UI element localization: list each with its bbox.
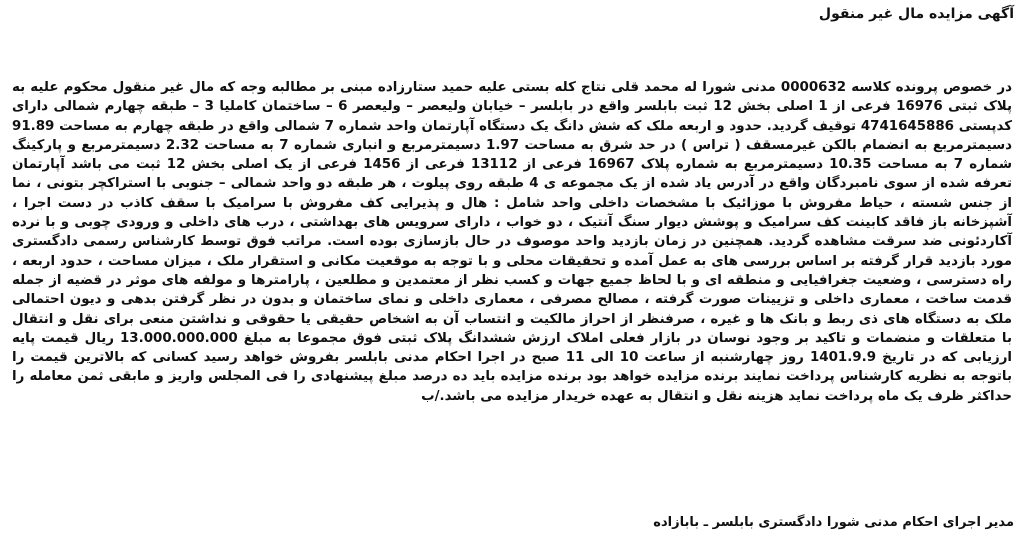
notice-title: آگهی مزایده مال غیر منقول <box>818 6 1014 22</box>
notice-signature: مدیر اجرای احکام مدنی شورا دادگستری بابلسر ـ بابازاده <box>653 515 1014 530</box>
notice-body: در خصوص پرونده کلاسه 0000632 مدنی شورا له محمد قلی نتاج کله بستی علیه حمید ستارزاده مبنی بر مطالبه وجه که مال غیر منقول محکوم علیه به پلاک ثبتی 16976 فرعی از 1 اصلی بخش 12 ثبت بابلسر واقع در بابلسر – خیابان ولیعصر – ولیعصر 6 – ساختمان کاملیا 3 – طبقه چهارم شمالی دارای کدپستی 4741645886 توقیف گردید. حدود و اربعه ملک که شش دانگ یک دستگاه آپارتمان واحد شماره 7 شمالی واقع در طبقه چهارم به مساحت 91.89 دسیمترمربع به انضمام بالکن غیرمسقف ( تراس ) در حد شرق به مساحت 1.97 دسیمترمربع و انباری شماره 7 به مساحت 2.32 دسیمترمربع و پارکینگ شماره 7 به مساحت 10.35 دسیمترمربع به شماره پلاک 16967 فرعی از 13112 فرعی از 1456 فرعی از یک اصلی بخش 12 ثبت می باشد آپارتمان تعرفه شده از سوی نامبردگان واقع در آدرس یاد شده از یک مجموعه ی 4 طبقه روی پیلوت ، هر طبقه دو واحد شمالی – جنوبی با استراکچر بتونی ، نما از جنس شسته ، حیاط مفروش با موزائیک با مشخصات داخلی واحد شامل : هال و پذیرایی کف مفروش با سرامیک با سقف کاذب در دست اجرا ، آشپزخانه باز فاقد کابینت کف سرامیک و پوشش دیوار سنگ آنتیک ، دو خواب ، دارای سرویس های بهداشتی ، درب های داخلی و ورودی چوبی و با نرده آکاردئونی ضد سرقت مشاهده گردید. همچنین در زمان بازدید واحد موصوف در حال بازسازی بوده است. مراتب فوق توسط کارشناس رسمی دادگستری مورد بازدید قرار گرفته بر اساس بررسی های به عمل آمده و تحقیقات محلی و با توجه به موقعیت مکانی و استقرار ملک ، میزان مساحت ، حدود اربعه ، راه دسترسی ، وضعیت جغرافیایی و منطقه ای و با لحاظ جمیع جهات و کسب نظر از معتمدین و مطلعین ، پارامترها و مولفه های موثر در قضیه از جمله قدمت ساخت ، معماری داخلی و تزیینات صورت گرفته ، مصالح مصرفی ، معماری داخلی و نمای ساختمان و بدون در نظر گرفتن بدهی و دیون احتمالی ملک به دستگاه های ذی ربط و بانک ها و غیره ، صرفنظر از احراز مالکیت و انتساب آن به اشخاص حقیقی یا حقوقی و نداشتن منعی برای نقل و انتقال با متعلقات و منضمات و تاکید بر وجود نوسان در بازار فعلی املاک ارزش ششدانگ پلاک ثبتی فوق مجموعا به مبلغ 13.000.000.000 ریال قیمت پایه ارزیابی که در تاریخ 1401.9.9 روز چهارشنبه از ساعت 10 الی 11 صبح در اجرا احکام مدنی بابلسر بفروش خواهد رسید کسانی که بالاترین قیمت را باتوجه به نظریه کارشناس پرداخت نمایند برنده مزایده خواهد بود برنده مزایده باید ده درصد مبلغ پیشنهادی را فی المجلس واریز و مابقی ثمن معامله را حداکثر ظرف یک ماه پرداخت نماید هزینه نقل و انتقال به عهده خریدار مزایده می باشد./ب <box>12 80 1013 404</box>
